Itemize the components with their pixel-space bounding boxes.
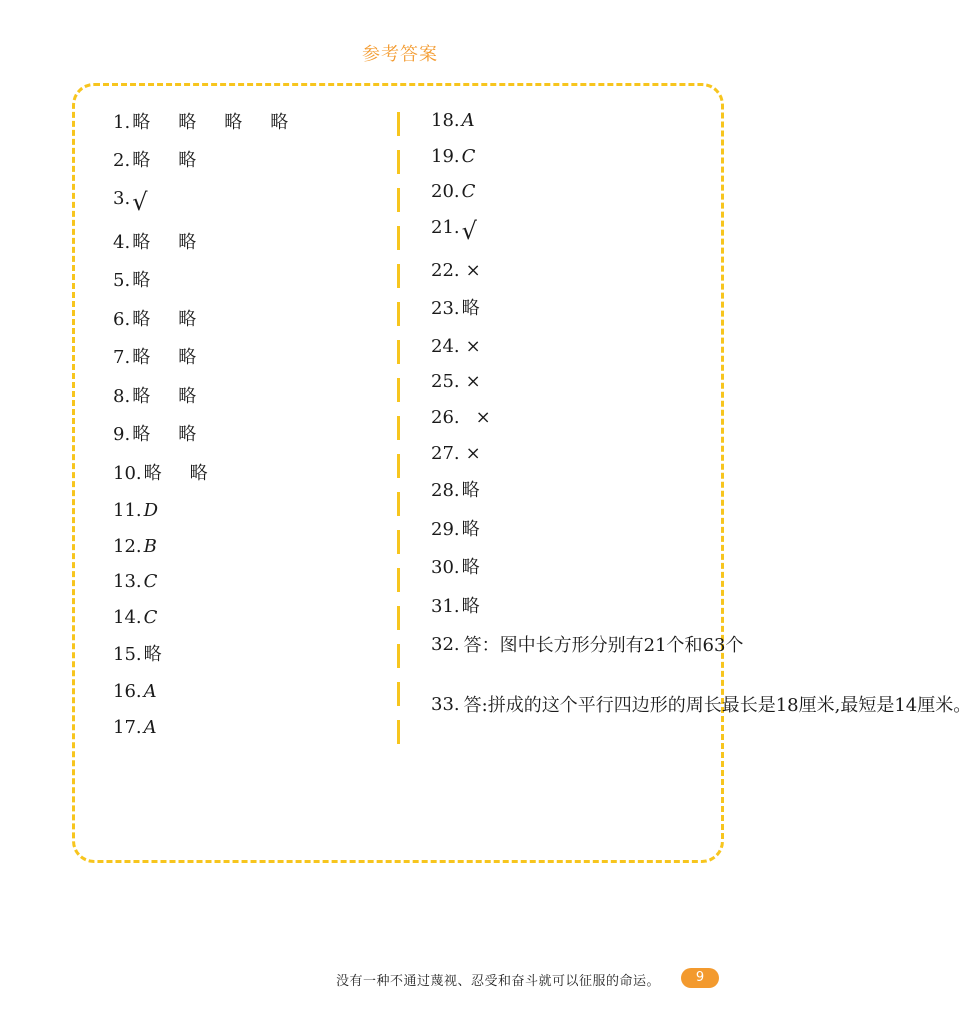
answer-28: 28. 略 [431,480,480,501]
answer-6: 6. 略 略 [113,309,197,330]
answer-29: 29. 略 [431,519,480,540]
answer-26: 26. × [431,407,491,428]
page-number-badge: 9 [681,968,719,988]
answer-15: 15. 略 [113,644,162,665]
answer-33: 33. 答:拼成的这个平行四边形的周长最长是18厘米,最短是14厘米。 [431,694,971,716]
answer-1: 1. 略 略 略 略 [113,112,289,133]
answer-21: 21.√ [431,217,477,245]
answer-4: 4. 略 略 [113,232,197,253]
answer-20: 20. C [431,181,476,202]
answer-2: 2. 略 略 [113,150,197,171]
answer-32: 32. 答：图中长方形分别有21个和63个 [431,634,744,656]
answer-14: 14. C [113,607,158,628]
answer-16: 16. A [113,681,157,702]
answer-3: 3.√ [113,188,148,216]
answer-9: 9. 略 略 [113,424,197,445]
answer-12: 12. B [113,536,157,557]
answer-7: 7. 略 略 [113,347,197,368]
answer-22: 22. × [431,260,481,281]
page-title: 参考答案 [362,44,438,65]
answer-19: 19. C [431,146,476,167]
answer-31: 31. 略 [431,596,480,617]
column-divider [397,112,400,757]
answer-27: 27. × [431,443,481,464]
answer-24: 24. × [431,336,481,357]
footer-motto: 没有一种不通过蔑视、忍受和奋斗就可以征服的命运。 [335,974,660,989]
answer-13: 13. C [113,571,158,592]
answer-25: 25. × [431,371,481,392]
answer-8: 8. 略 略 [113,386,197,407]
answer-17: 17. A [113,717,157,738]
answer-18: 18. A [431,110,475,131]
answer-11: 11. D [113,500,159,521]
answer-5: 5. 略 [113,270,151,291]
answer-30: 30. 略 [431,557,480,578]
answer-23: 23. 略 [431,298,480,319]
answer-10: 10. 略 略 [113,463,208,484]
